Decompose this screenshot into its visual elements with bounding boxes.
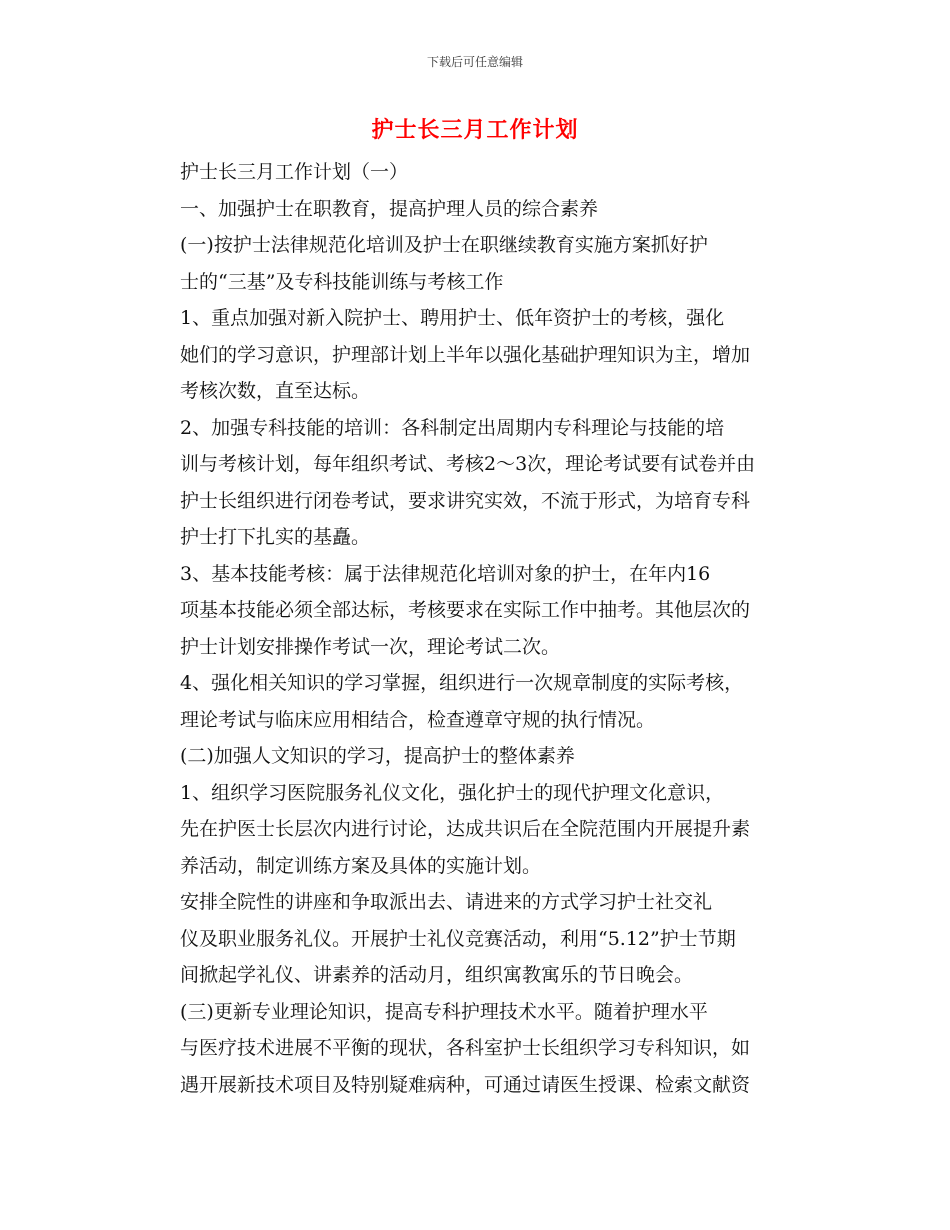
text-line: 遇开展新技术项目及特别疑难病种，可通过请医生授课、检索文献资 [180, 1073, 751, 1096]
text-line: 理论考试与临床应用相结合，检查遵章守规的执行情况。 [180, 708, 656, 731]
paragraph [142, 556, 832, 666]
text-line: 4、强化相关知识的学习掌握，组织进行一次规章制度的实际考核， [180, 672, 744, 694]
text-line: 3、基本技能考核：属于法律规范化培训对象的护士，在年内16 [180, 562, 711, 585]
paragraph [142, 300, 832, 410]
text-line: 与医疗技术进展不平衡的现状，各科室护士长组织学习专科知识，如 [180, 1037, 751, 1059]
text-line: 间掀起学礼仪、讲素养的活动月，组织寓教寓乐的节日晚会。 [180, 964, 694, 986]
text-line: 护士打下扎实的基矗。 [180, 526, 371, 548]
text-line: 项基本技能必须全部达标，考核要求在实际工作中抽考。其他层次的 [180, 599, 751, 621]
text-line: (三)更新专业理论知识，提高专科护理技术水平。随着护理水平 [180, 1000, 708, 1023]
text-line: (一)按护士法律规范化培训及护士在职继续教育实施方案抓好护 [180, 234, 708, 256]
text-line: 护士长三月工作计划（一） [180, 161, 409, 183]
paragraph [142, 775, 832, 885]
page-header: 下载后可任意编辑 [426, 55, 523, 69]
paragraph [142, 410, 832, 556]
text-line: 考核次数，直至达标。 [180, 380, 371, 402]
paragraph [142, 738, 832, 775]
text-line: 安排全院性的讲座和争取派出去、请进来的方式学习护士社交礼 [180, 891, 713, 913]
paragraph [142, 665, 832, 738]
text-line: (二)加强人文知识的学习，提高护士的整体素养 [180, 745, 575, 767]
text-line: 2、加强专科技能的培训：各科制定出周期内专科理论与技能的培 [180, 416, 725, 439]
paragraph [142, 227, 832, 300]
paragraph [142, 994, 832, 1104]
text-line: 护士长组织进行闭卷考试，要求讲究实效，不流于形式，为培育专科 [180, 489, 751, 512]
text-line: 1、组织学习医院服务礼仪文化，强化护士的现代护理文化意识， [180, 781, 725, 804]
paragraph [142, 154, 832, 191]
text-line: 仪及职业服务礼仪。开展护士礼仪竞赛活动，利用“5.12”护士节期 [180, 927, 736, 950]
document-body [142, 154, 832, 1103]
text-line: 先在护医士长层次内进行讨论，达成共识后在全院范围内开展提升素 [180, 818, 751, 840]
paragraph [142, 884, 832, 994]
text-line: 士的“三基”及专科技能训练与考核工作 [180, 270, 504, 293]
text-line: 她们的学习意识，护理部计划上半年以强化基础护理知识为主，增加 [180, 343, 751, 366]
text-line: 1、重点加强对新入院护士、聘用护士、低年资护士的考核，强化 [180, 307, 725, 329]
paragraph [142, 191, 832, 228]
text-line: 养活动，制定训练方案及具体的实施计划。 [180, 854, 542, 877]
text-line: 训与考核计划，每年组织考试、考核2～3次，理论考试要有试卷并由 [180, 453, 756, 475]
text-line: 护士计划安排操作考试一次，理论考试二次。 [180, 635, 561, 658]
document-title: 护士长三月工作计划 [371, 118, 579, 143]
text-line: 一、加强护士在职教育，提高护理人员的综合素养 [180, 197, 599, 220]
